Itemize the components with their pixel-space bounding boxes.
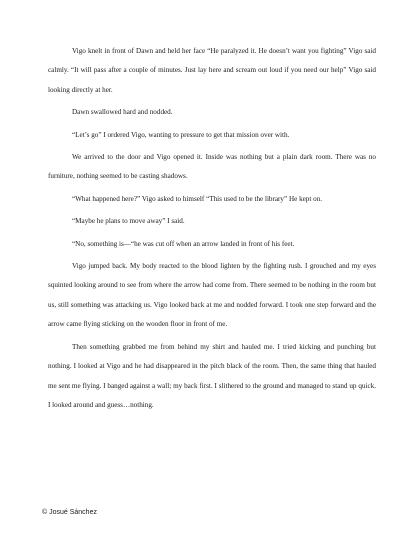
copyright-footer: © Josué Sánchez [42,509,97,516]
paragraph-9: Then something grabbed me from behind my shirt and hauled me. I tried kicking and punching but nothing. I looked at Vigo and he had disappeared in the pitch black of the room. Then, the same thing that hauled me sent me flying. I banged against a wall; my back first. I slithered to the ground and managed to stand up quick. I looked around and guess…nothing. [48,342,376,409]
paragraph-3: “Let’s go” I ordered Vigo, wanting to pressure to get that mission over with. [72,130,290,139]
paragraph-5: “What happened here?” Vigo asked to himself “This used to be the library” He kept on. [72,194,323,203]
paragraph-6: “Maybe he plans to move away” I said. [72,217,185,226]
story-body [48,42,376,418]
paragraph-2: Dawn swallowed hard and nodded. [72,108,173,117]
paragraph-7: “No, something is—“he was cut off when an arrow landed in front of his feet. [72,239,295,248]
paragraph-4: We arrived to the door and Vigo opened it. Inside was nothing but a plain dark room. There was no furniture, nothing seemed to be casting shadows. [48,153,376,181]
paragraph-8: Vigo jumped back. My body reacted to the blood lighten by the fighting rush. I grouched and my eyes squinted looking around to see from where the arrow had come from. There seemed to be nothing in the room but us, still something was attacking us. Vigo looked back at me and nodded forward. I took one step forward and the arrow came flying sticking on the wooden floor in front of me. [48,262,376,329]
paragraph-1: Vigo knelt in front of Dawn and held her face “He paralyzed it. He doesn’t want you fighting” Vigo said calmly. “It will pass after a couple of minutes. Just lay here and scream out loud if you need our help” Vigo said looking directly at her. [48,47,376,94]
